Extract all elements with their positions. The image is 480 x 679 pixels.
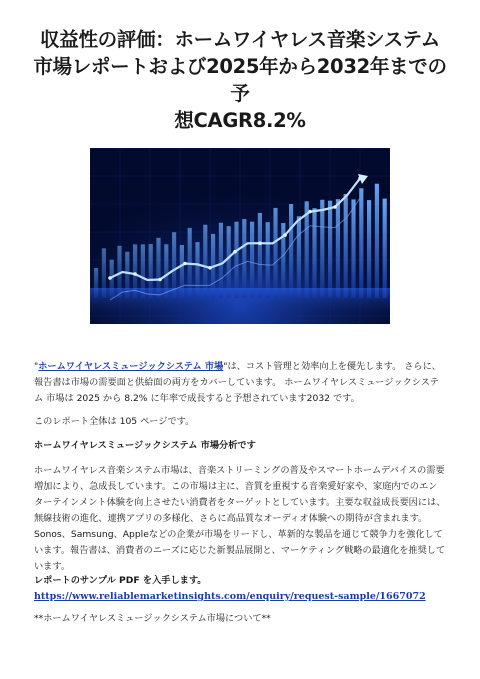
decorative-bar xyxy=(219,223,223,298)
title-line-2: 市場レポートおよび2025年から2032年までの予 xyxy=(33,55,447,105)
decorative-bar xyxy=(344,194,348,298)
growth-chart-illustration xyxy=(90,148,390,324)
hero-growth-image xyxy=(90,148,390,324)
decorative-bar xyxy=(234,222,238,298)
sample-label: レポートのサンプル PDF を入手します。 xyxy=(34,575,207,586)
decorative-bar xyxy=(351,199,355,298)
decorative-bar xyxy=(375,184,379,298)
analysis-heading: ホームワイヤレスミュージックシステム 市場分析です xyxy=(34,440,256,451)
decorative-bar xyxy=(266,222,270,298)
decorative-bar xyxy=(273,208,277,298)
decorative-bar xyxy=(367,200,371,298)
intro-text: "は、コスト管理と効率向上を優先します。 さらに、報告書は市場の需要面と供給面の両方をカバーしています。 ホームワイヤレスミュージックシステム 市場は 2025 から 8.2% に年率で成長すると予想されています2032 です。 xyxy=(34,361,441,404)
decorative-bar xyxy=(359,188,363,298)
pages-note: このレポート全体は 105 ページです。 xyxy=(34,416,195,427)
page-title xyxy=(28,26,452,134)
market-report-link[interactable]: ホームワイヤレスミュージックシステム 市場 xyxy=(38,361,224,372)
trend-point xyxy=(133,272,137,276)
trend-point xyxy=(183,262,187,266)
sample-request xyxy=(34,573,446,605)
decorative-bar xyxy=(203,225,207,298)
decorative-bar xyxy=(312,208,316,298)
quote-mark: " xyxy=(34,361,39,372)
trend-point xyxy=(308,210,312,214)
trend-point xyxy=(333,205,337,209)
decorative-bar xyxy=(328,201,332,298)
analysis-paragraph: ホームワイヤレス音楽システム市場は、音楽ストリーミングの普及やスマートホームデバイスの需要増加により、急成長しています。この市場は主に、音質を重視する音楽愛好家や、家庭内でのエンターテインメント体験を向上させたい消費者をターゲットとしています。主要な収益成長要因には、無線技術の進化、連携アプリの多様化、さらに高品質なオーディオ体験への期待が含まれます。Sonos、Samsung、Appleなどの企業が市場をリードし、革新的な製品を通じて競争力を強化しています。報告書は、消費者のニーズに応じた新製品展開と、マーケティング戦略の最適化を推奨しています。 xyxy=(34,465,446,572)
title-line-1: 収益性の評価：ホームワイヤレス音楽システム xyxy=(40,28,440,51)
trend-point xyxy=(208,266,212,270)
trend-point xyxy=(158,278,162,282)
trend-point xyxy=(258,241,262,245)
sample-request-link[interactable]: https://www.reliablemarketinsights.com/enquiry/request-sample/1667072 xyxy=(34,591,426,602)
decorative-bar xyxy=(227,226,231,298)
about-market-heading: **ホームワイヤレスミュージックシステム市場について** xyxy=(34,613,271,624)
trend-point xyxy=(108,276,112,280)
trend-point xyxy=(283,233,287,237)
decorative-bar xyxy=(383,199,387,298)
decorative-bar xyxy=(258,213,262,298)
decorative-bar xyxy=(297,216,301,298)
decorative-bar xyxy=(320,200,324,298)
decorative-bar xyxy=(250,222,254,298)
title-line-3: 想CAGR8.2% xyxy=(174,109,306,132)
intro-paragraph xyxy=(34,359,446,407)
decorative-bar xyxy=(242,219,246,298)
trend-point xyxy=(233,250,237,254)
decorative-bar xyxy=(289,204,293,298)
decorative-bar xyxy=(336,199,340,298)
